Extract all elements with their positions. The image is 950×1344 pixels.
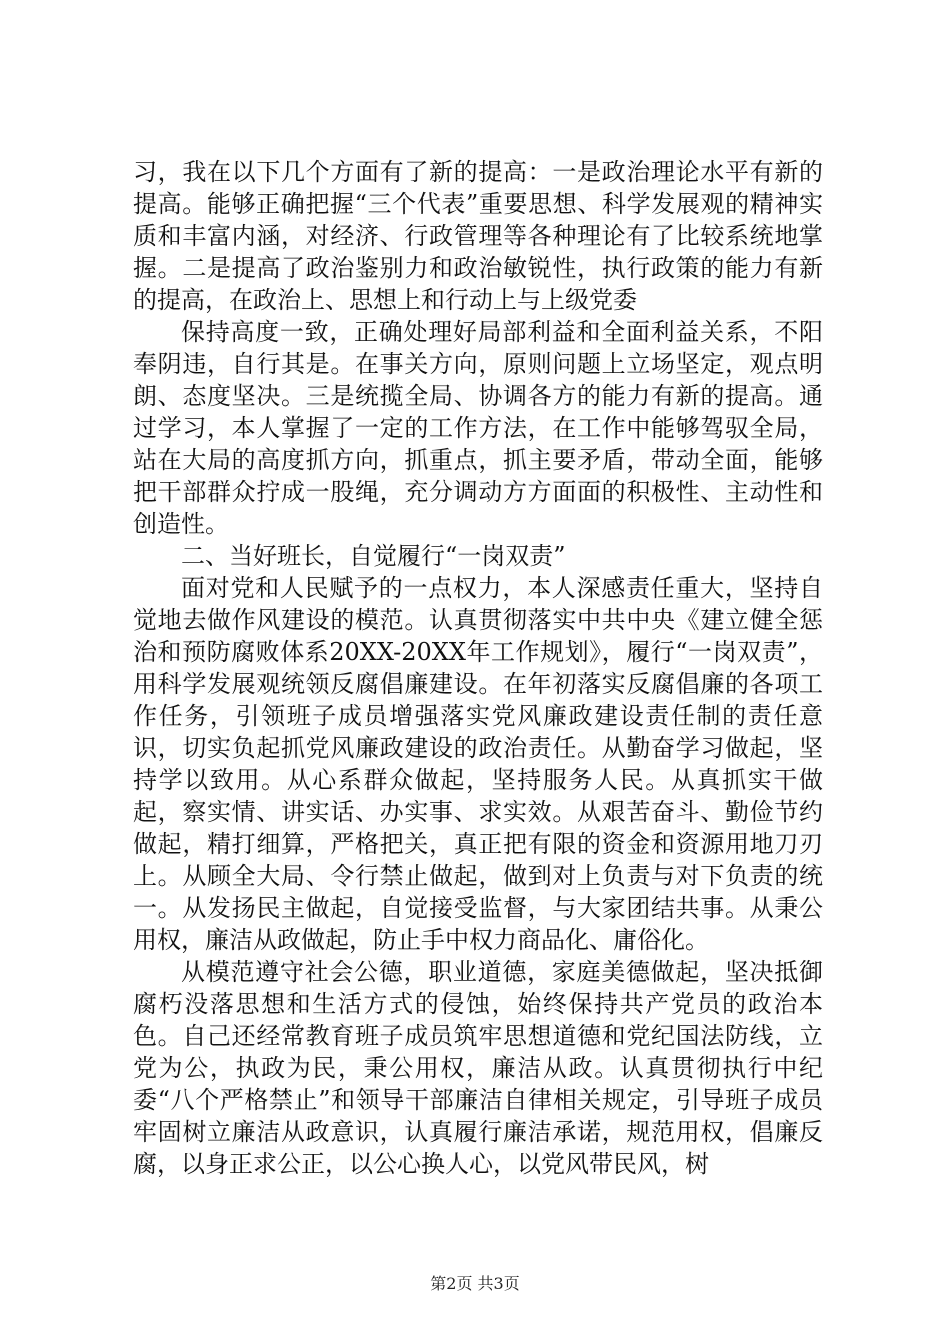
body-text bbox=[133, 156, 823, 1180]
paragraph-2: 保持高度一致，正确处理好局部利益和全面利益关系，不阳奉阴违，自行其是。在事关方向，原则问题上立场坚定，观点明朗、态度坚决。三是统揽全局、协调各方的能力有新的提高。通过学习，本人掌握了一定的工作方法，在工作中能够驾驭全局，站在大局的高度抓方向，抓重点，抓主要矛盾，带动全面，能够把干部群众拧成一股绳，充分调动方方面面的积极性、主动性和创造性。 bbox=[133, 318, 823, 538]
paragraph-1: 习，我在以下几个方面有了新的提高：一是政治理论水平有新的提高。能够正确把握“三个代表”重要思想、科学发展观的精神实质和丰富内涵，对经济、行政管理等各种理论有了比较系统地掌握。二是提高了政治鉴别力和政治敏锐性，执行政策的能力有新的提高，在政治上、思想上和行动上与上级党委 bbox=[133, 158, 823, 314]
section-heading: 二、当好班长，自觉履行“一岗双责” bbox=[181, 542, 566, 570]
paragraph-3: 面对党和人民赋予的一点权力，本人深感责任重大，坚持自觉地去做作风建设的模范。认真贯彻落实中共中央《建立健全惩治和预防腐败体系20XX-20XX年工作规划》，履行“一岗双责”，用科学发展观统领反腐倡廉建设。在年初落实反腐倡廉的各项工作任务，引领班子成员增强落实党风廉政建设责任制的责任意识，切实负起抓党风廉政建设的政治责任。从勤奋学习做起，坚持学以致用。从心系群众做起，坚持服务人民。从真抓实干做起，察实情、讲实话、办实事、求实效。从艰苦奋斗、勤俭节约做起，精打细算，严格把关，真正把有限的资金和资源用地刀刃上。从顾全大局、令行禁止做起，做到对上负责与对下负责的统一。从发扬民主做起，自觉接受监督，与大家团结共事。从秉公用权，廉洁从政做起，防止手中权力商品化、庸俗化。 bbox=[133, 574, 823, 954]
paragraph-4: 从模范遵守社会公德，职业道德，家庭美德做起，坚决抵御腐朽没落思想和生活方式的侵蚀，始终保持共产党员的政治本色。自己还经常教育班子成员筑牢思想道德和党纪国法防线，立党为公，执政为民，秉公用权，廉洁从政。认真贯彻执行中纪委“八个严格禁止”和领导干部廉洁自律相关规定，引导班子成员牢固树立廉洁从政意识，认真履行廉洁承诺，规范用权，倡廉反腐，以身正求公正，以公心换人心，以党风带民风，树 bbox=[133, 958, 823, 1178]
page-number-footer: 第2页 共3页 bbox=[430, 1274, 520, 1293]
